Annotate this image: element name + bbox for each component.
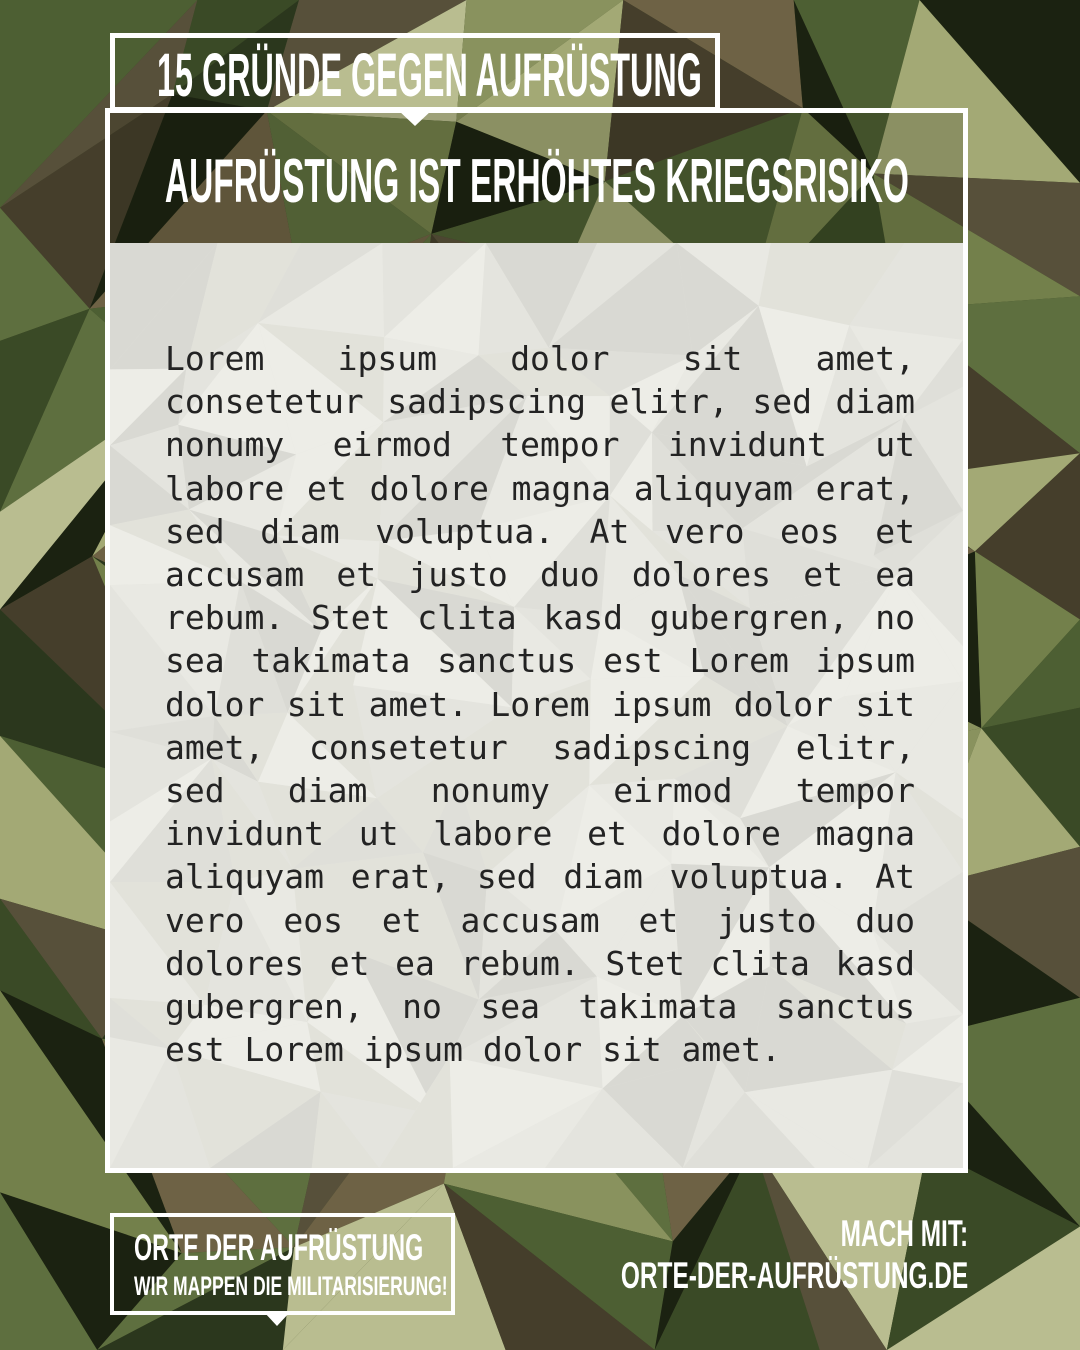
body-line: Lorem ipsum dolor sit amet,: [165, 339, 915, 378]
body-line: dolor sit amet. Lorem ipsum dolor sit: [165, 684, 915, 724]
body-line: accusam et justo duo dolores et ea: [165, 555, 915, 595]
body-line: aliquyam erat, sed diam voluptua. At: [165, 857, 915, 897]
body-line: sea takimata sanctus est Lorem ipsum: [165, 641, 915, 681]
body-line: rebum. Stet clita kasd gubergren, no: [165, 598, 915, 638]
body-line: gubergren, no sea takimata sanctus: [165, 987, 915, 1027]
banner-pointer-icon: [398, 110, 432, 126]
content-frame: [105, 108, 968, 1173]
body-line: dolores et ea rebum. Stet clita kasd: [165, 943, 915, 983]
body-line: vero eos et accusam et justo duo: [165, 900, 915, 940]
series-banner: [110, 33, 720, 112]
body-line: nonumy eirmod tempor invidunt ut: [165, 425, 915, 465]
brand-subtitle: WIR MAPPEN DIE MILITARISIERUNG!: [134, 1270, 448, 1301]
body-line: labore et dolore magna aliquyam erat,: [165, 468, 915, 508]
body-line: sed diam nonumy eirmod tempor: [165, 771, 915, 811]
cta-block: [442, 1215, 968, 1294]
text-panel: [110, 243, 963, 1168]
brand-box: [110, 1213, 455, 1315]
cta-label: MACH MIT:: [840, 1213, 968, 1254]
body-line: sed diam voluptua. At vero eos et: [165, 511, 915, 551]
headline-bar: [110, 113, 963, 243]
body-line: est Lorem ipsum dolor sit amet.: [165, 1030, 781, 1070]
body-text: [165, 337, 915, 1071]
cta-url: ORTE-DER-AUFRÜSTUNG.DE: [620, 1255, 968, 1296]
body-line: consetetur sadipscing elitr, sed diam: [165, 382, 915, 422]
brand-pointer-icon: [264, 1312, 290, 1326]
headline-title: AUFRÜSTUNG IST ERHÖHTES KRIEGSRISIKO: [164, 147, 909, 216]
body-line: amet, consetetur sadipscing elitr,: [165, 727, 915, 767]
body-line: invidunt ut labore et dolore magna: [165, 814, 915, 854]
brand-title: ORTE DER AUFRÜSTUNG: [134, 1226, 424, 1268]
series-banner-title: 15 GRÜNDE GEGEN AUFRÜSTUNG: [157, 41, 702, 109]
